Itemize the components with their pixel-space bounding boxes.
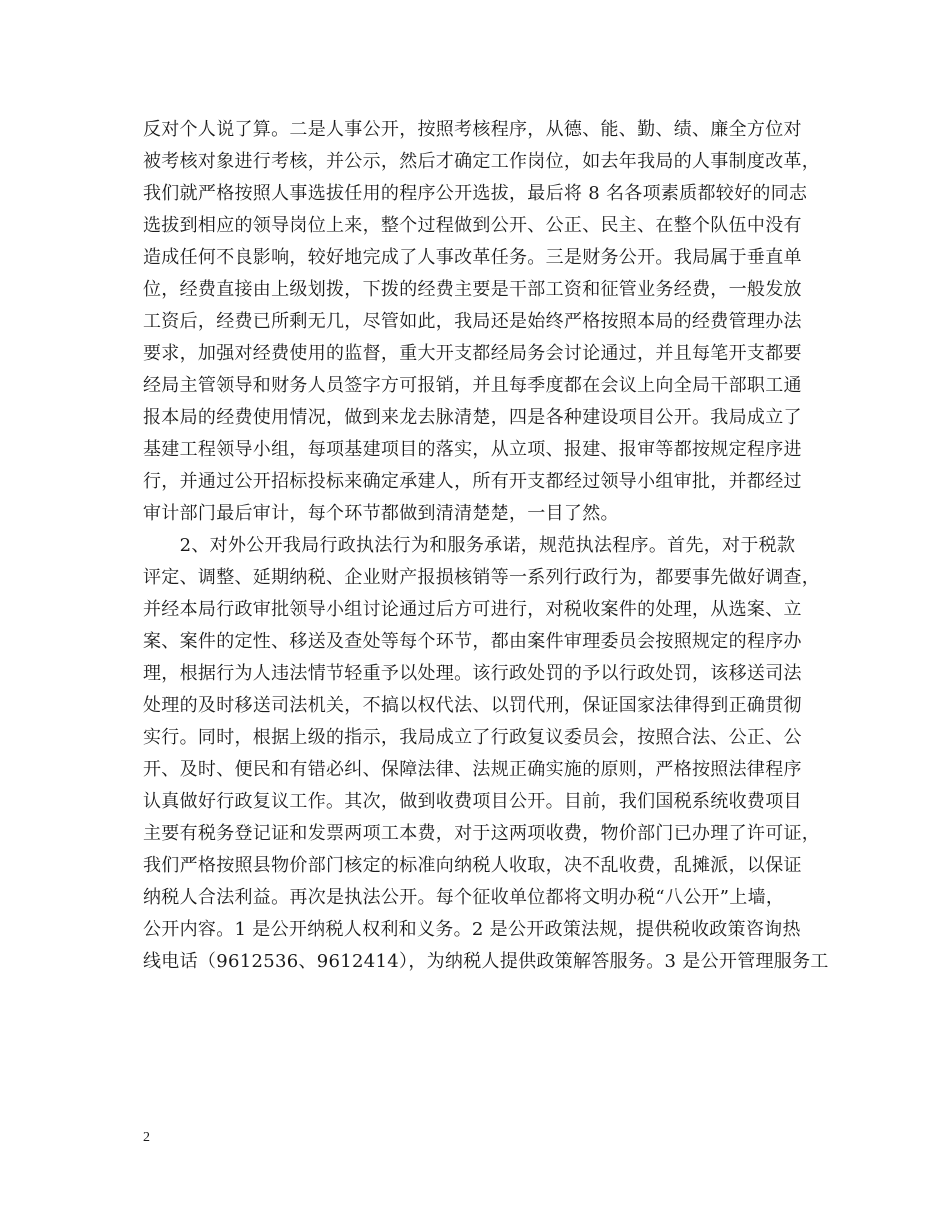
text-line: 认真做好行政复议工作。其次，做到收费项目公开。目前，我们国税系统收费项目 [143, 791, 802, 812]
page-number: 2 [143, 1130, 150, 1145]
text-line: 行，并通过公开招标投标来确定承建人，所有开支都经过领导小组审批，并都经过 [143, 471, 802, 492]
text-line: 经局主管领导和财务人员签字方可报销，并且每季度都在会议上向全局干部职工通 [143, 375, 802, 396]
text-line: 理，根据行为人违法情节轻重予以处理。该行政处罚的予以行政处罚，该移送司法 [143, 663, 802, 684]
text-line: 线电话（9612536、9612414），为纳税人提供政策解答服务。3 是公开管理服务工 [143, 951, 829, 972]
text-line: 工资后，经费已所剩无几，尽管如此，我局还是始终严格按照本局的经费管理办法 [143, 311, 802, 332]
text-line: 位，经费直接由上级划拨，下拨的经费主要是干部工资和征管业务经费，一般发放 [143, 279, 802, 300]
text-line: 报本局的经费使用情况，做到来龙去脉清楚，四是各种建设项目公开。我局成立了 [143, 407, 802, 428]
text-line: 基建工程领导小组，每项基建项目的落实，从立项、报建、报审等都按规定程序进 [143, 439, 802, 460]
text-line: 评定、调整、延期纳税、企业财产报损核销等一系列行政行为，都要事先做好调查， [143, 567, 821, 588]
text-line: 处理的及时移送司法机关，不搞以权代法、以罚代刑，保证国家法律得到正确贯彻 [143, 695, 802, 716]
text-line: 造成任何不良影响，较好地完成了人事改革任务。三是财务公开。我局属于垂直单 [143, 247, 802, 268]
text-line: 案、案件的定性、移送及查处等每个环节，都由案件审理委员会按照规定的程序办 [143, 631, 802, 652]
text-line: 要求，加强对经费使用的监督，重大开支都经局务会讨论通过，并且每笔开支都要 [143, 343, 802, 364]
text-line: 我们就严格按照人事选拔任用的程序公开选拔，最后将 8 名各项素质都较好的同志 [143, 183, 808, 204]
text-line: 被考核对象进行考核，并公示，然后才确定工作岗位，如去年我局的人事制度改革， [143, 151, 821, 172]
text-line: 审计部门最后审计，每个环节都做到清清楚楚，一目了然。 [143, 503, 619, 524]
paragraph-start-line: 2、对外公开我局行政执法行为和服务承诺，规范执法程序。首先，对于税款 [143, 535, 796, 556]
body-text [143, 114, 829, 978]
text-line: 我们严格按照县物价部门核定的标准向纳税人收取，决不乱收费，乱摊派，以保证 [143, 855, 802, 876]
text-line: 纳税人合法利益。再次是执法公开。每个征收单位都将文明办税“八公开”上墙， [143, 887, 785, 908]
text-line: 反对个人说了算。二是人事公开，按照考核程序，从德、能、勤、绩、廉全方位对 [143, 119, 802, 140]
text-line: 并经本局行政审批领导小组讨论通过后方可进行，对税收案件的处理，从选案、立 [143, 599, 802, 620]
text-line: 选拔到相应的领导岗位上来，整个过程做到公开、公正、民主、在整个队伍中没有 [143, 215, 802, 236]
text-line: 公开内容。1 是公开纳税人权利和义务。2 是公开政策法规，提供税收政策咨询热 [143, 919, 801, 940]
text-line: 主要有税务登记证和发票两项工本费，对于这两项收费，物价部门已办理了许可证， [143, 823, 821, 844]
text-line: 实行。同时，根据上级的指示，我局成立了行政复议委员会，按照合法、公正、公 [143, 727, 802, 748]
text-line: 开、及时、便民和有错必纠、保障法律、法规正确实施的原则，严格按照法律程序 [143, 759, 802, 780]
